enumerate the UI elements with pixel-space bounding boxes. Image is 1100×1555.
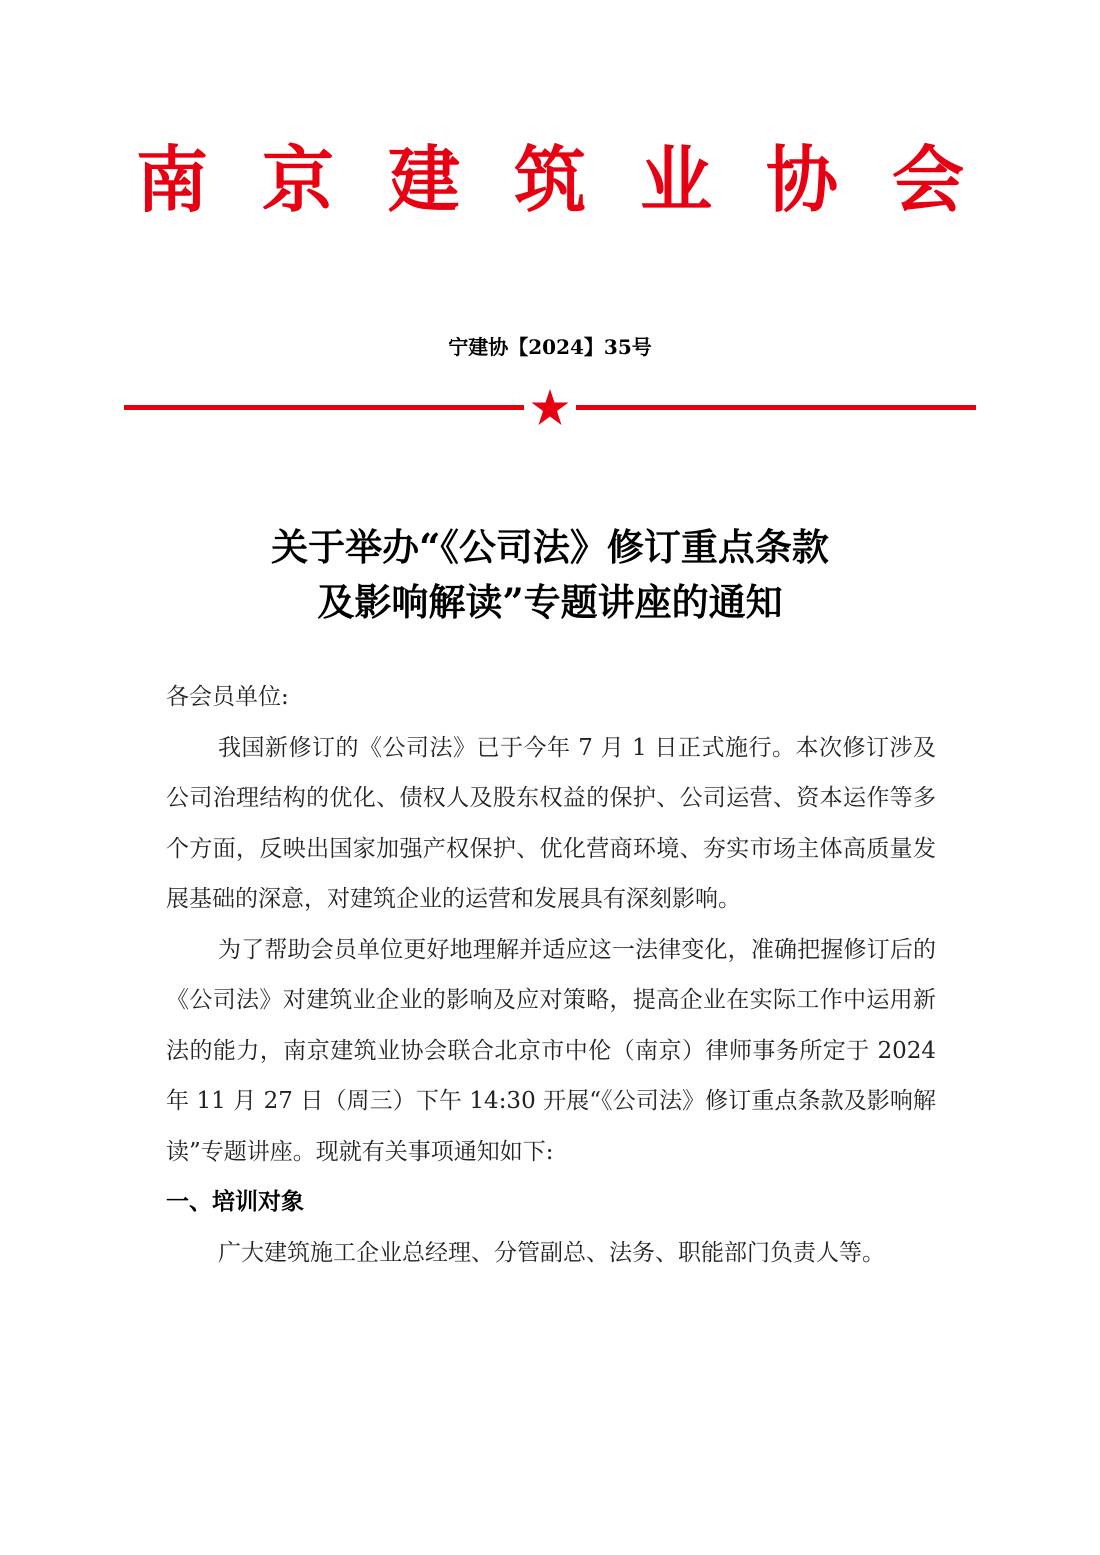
section-heading-training-target: 一、培训对象 xyxy=(166,1188,304,1215)
star-icon xyxy=(530,388,570,428)
document-number: 宁建协【2024】35号 xyxy=(448,335,652,359)
salutation: 各会员单位: xyxy=(166,684,289,710)
divider-line-right xyxy=(576,405,976,410)
divider-line-left xyxy=(124,405,524,410)
notice-body xyxy=(166,672,936,1278)
paragraph-purpose: 为了帮助会员单位更好地理解并适应这一法律变化，准确把握修订后的《公司法》对建筑业企业的影响及应对策略，提高企业在实际工作中运用新法的能力，南京建筑业协会联合北京市中伦（南京）律师事务所定于 2024 年 11 月 27 日（周三）下午 14:30 开展“《公司法》修订重点条款及影响解读”专题讲座。现就有关事项通知如下: xyxy=(166,936,936,1165)
title-line-1: 关于举办“《公司法》修订重点条款 xyxy=(271,525,829,569)
organization-header: 南京建筑业协会 xyxy=(135,137,1018,222)
red-divider xyxy=(124,388,976,428)
section-text-training-target: 广大建筑施工企业总经理、分管副总、法务、职能部门负责人等。 xyxy=(218,1239,885,1266)
notice-title xyxy=(0,520,1100,630)
paragraph-background: 我国新修订的《公司法》已于今年 7 月 1 日正式施行。本次修订涉及公司治理结构的优化、债权人及股东权益的保护、公司运营、资本运作等多个方面，反映出国家加强产权保护、优化营商环境、夯实市场主体高质量发展基础的深意，对建筑企业的运营和发展具有深刻影响。 xyxy=(166,734,936,912)
title-line-2: 及影响解读”专题讲座的通知 xyxy=(317,580,783,624)
